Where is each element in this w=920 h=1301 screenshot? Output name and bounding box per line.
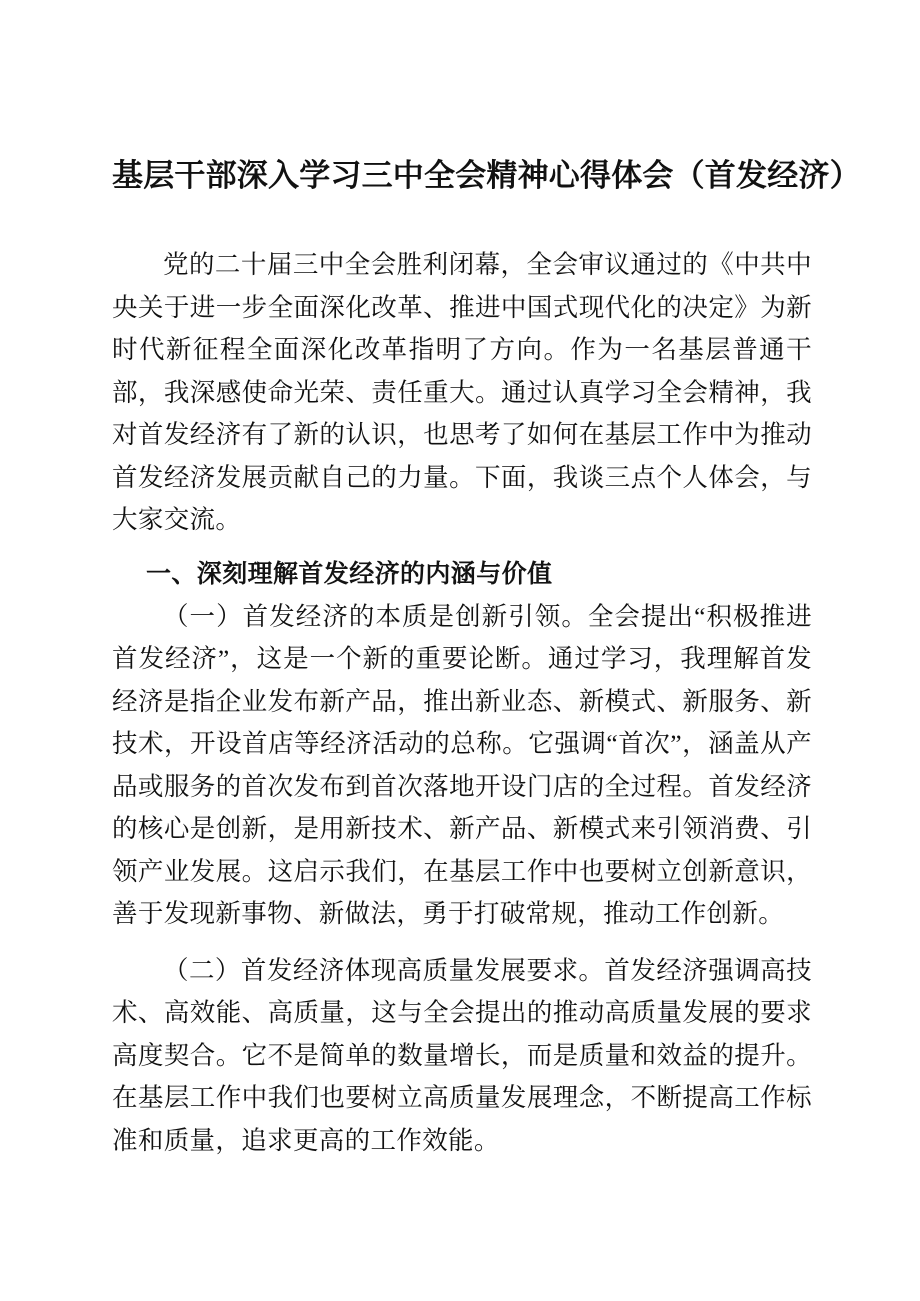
spacer-between-paragraphs <box>112 936 812 950</box>
section-1-paragraph-1: （一）首发经济的本质是创新引领。全会提出“积极推进首发经济”，这是一个新的重要论断。通过学习，我理解首发经济是指企业发布新产品，推出新业态、新模式、新服务、新技术，开设首店等经济活动的总称。它强调“首次”，涵盖从产品或服务的首次发布到首次落地开设门店的全过程。首发经济的核心是创新，是用新技术、新产品、新模式来引领消费、引领产业发展。这启示我们，在基层工作中也要树立创新意识，善于发现新事物、新做法，勇于打破常规，推动工作创新。 <box>112 601 812 928</box>
section-1-paragraph-2: （二）首发经济体现高质量发展要求。首发经济强调高技术、高效能、高质量，这与全会提出的推动高质量发展的要求高度契合。它不是简单的数量增长，而是质量和效益的提升。在基层工作中我们也要树立高质量发展理念，不断提高工作标准和质量，追求更高的工作效能。 <box>112 955 812 1155</box>
spacer-before-heading <box>112 542 812 554</box>
intro-paragraph: 党的二十届三中全会胜利闭幕，全会审议通过的《中共中央关于进一步全面深化改革、推进中国式现代化的决定》为新时代新征程全面深化改革指明了方向。作为一名基层普通干部，我深感使命光荣、责任重大。通过认真学习全会精神，我对首发经济有了新的认识，也思考了如何在基层工作中为推动首发经济发展贡献自己的力量。下面，我谈三点个人体会，与大家交流。 <box>112 250 812 534</box>
section-heading-1: 一、深刻理解首发经济的内涵与价值 <box>146 559 553 588</box>
spacer-title-body <box>112 196 812 244</box>
document-title: 基层干部深入学习三中全会精神心得体会（首发经济） <box>112 158 861 193</box>
document-body <box>112 0 861 1162</box>
